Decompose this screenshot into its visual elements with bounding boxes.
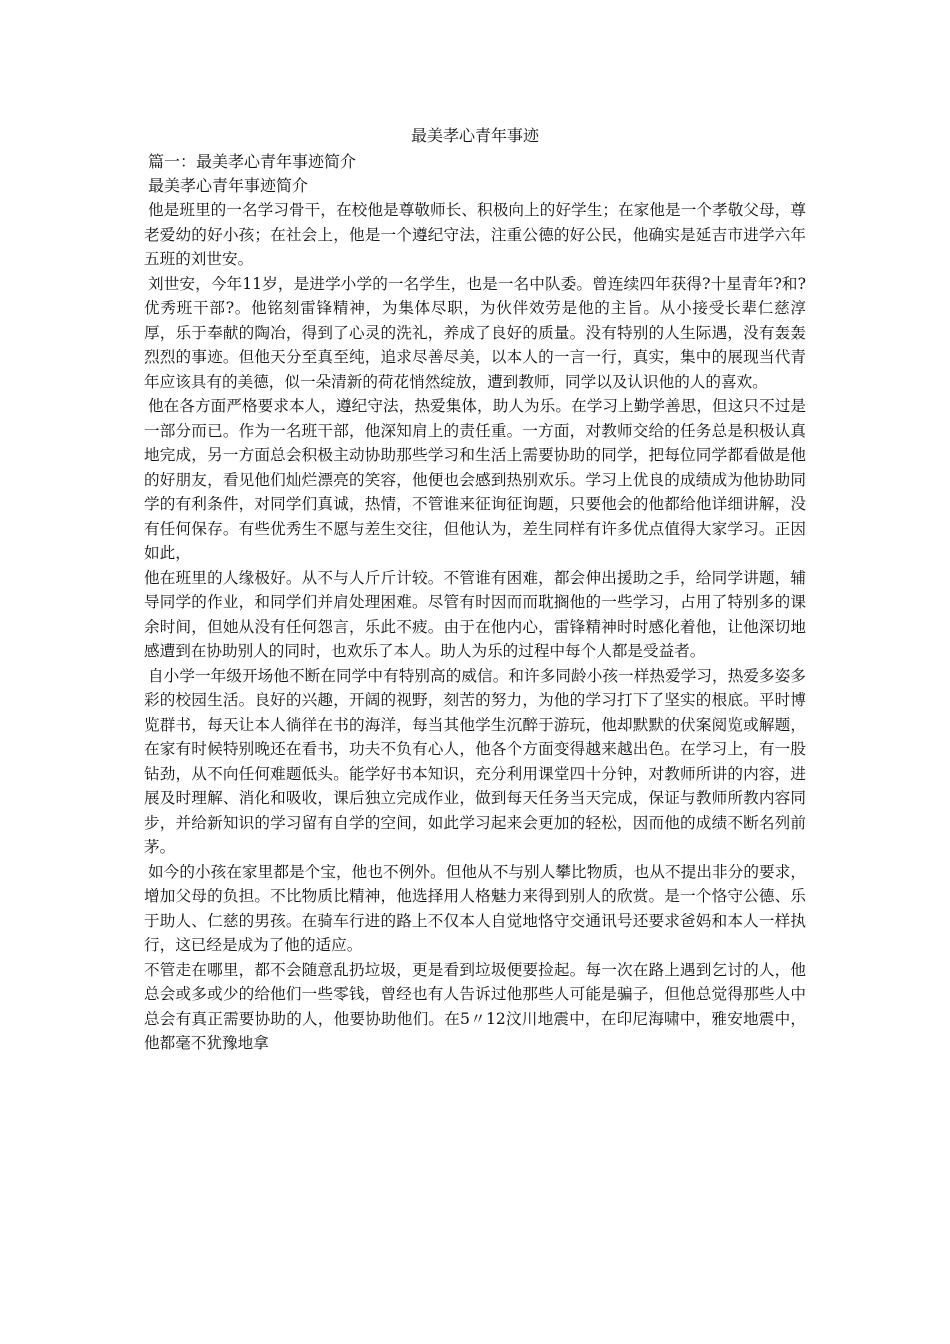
paragraph-6: 如今的小孩在家里都是个宝，他也不例外。但他从不与别人攀比物质，也从不提出非分的要求，增加父母的负担。不比物质比精神，他选择用人格魅力来得到别人的欣赏。是一个恪守公德、乐于助人、仁慈的男孩。在骑车行进的路上不仅本人自觉地恪守交通讯号还要求爸妈和本人一样执行，这已经是成为了他的适应。 (144, 862, 806, 954)
paragraph-1: 他是班里的一名学习骨干，在校他是尊敬师长、积极向上的好学生；在家他是一个孝敬父母，尊老爱幼的好小孩；在社会上，他是一个遵纪守法，注重公德的好公民，他确实是延吉市进学六年五班的刘世安。 (144, 201, 806, 268)
paragraph-2: 刘世安，今年11岁，是进学小学的一名学生，也是一名中队委。曾连续四年获得?十星青年?和?优秀班干部?。他铭刻雷锋精神，为集体尽职，为伙伴效劳是他的主旨。从小接受长辈仁慈淳厚，乐于奉献的陶冶，得到了心灵的洗礼，养成了良好的质量。没有特别的人生际遇，没有轰轰烈烈的事迹。但他天分至真至纯，追求尽善尽美，以本人的一言一行，真实，集中的展现当代青年应该具有的美德，似一朵清新的荷花悄然绽放，遭到教师，同学以及认识他的人的喜欢。 (144, 274, 806, 391)
section-heading: 篇一：最美孝心青年事迹简介 (148, 152, 357, 171)
document-page (144, 124, 806, 1056)
paragraph-7: 不管走在哪里，都不会随意乱扔垃圾，更是看到垃圾便要捡起。每一次在路上遇到乞讨的人，他总会或多或少的给他们一些零钱，曾经也有人告诉过他那些人可能是骗子，但他总觉得那些人中总会有真正需要协助的人，他要协助他们。在5〃12汶川地震中，在印尼海啸中，雅安地震中，他都毫不犹豫地拿 (144, 960, 806, 1052)
paragraph-5: 自小学一年级开场他不断在同学中有特别高的威信。和许多同龄小孩一样热爱学习，热爱多姿多彩的校园生活。良好的兴趣，开阔的视野，刻苦的努力，为他的学习打下了坚实的根底。平时博览群书，每天让本人徜徉在书的海洋，每当其他学生沉醉于游玩，他却默默的伏案阅览或解题，在家有时候特别晚还在看书，功夫不负有心人，他各个方面变得越来越出色。在学习上，有一股钻劲，从不向任何难题低头。能学好书本知识，充分利用课堂四十分钟，对教师所讲的内容，进展及时理解、消化和吸收，课后独立完成作业，做到每天任务当天完成，保证与教师所教内容同步，并给新知识的学习留有自学的空间，如此学习起来会更加的轻松，因而他的成绩不断名列前茅。 (144, 666, 806, 856)
paragraph-3: 他在各方面严格要求本人，遵纪守法，热爱集体，助人为乐。在学习上勤学善思，但这只不过是一部分而已。作为一名班干部，他深知肩上的责任重。一方面，对教师交给的任务总是积极认真地完成，另一方面总会积极主动协助那些学习和生活上需要协助的同学，把每位同学都看做是他的好朋友，看见他们灿烂漂亮的笑容，他便也会感到热别欢乐。学习上优良的成绩成为他协助同学的有利条件，对同学们真诚，热情，不管谁来征询征询题，只要他会的他都给他详细讲解，没有任何保存。有些优秀生不愿与差生交往，但他认为，差生同样有许多优点值得大家学习。正因如此， (144, 397, 806, 562)
sub-heading: 最美孝心青年事迹简介 (148, 176, 309, 195)
document-title: 最美孝心青年事迹 (410, 126, 539, 145)
paragraph-4: 他在班里的人缘极好。从不与人斤斤计较。不管谁有困难，都会伸出援助之手，给同学讲题，辅导同学的作业，和同学们并肩处理困难。尽管有时因而而耽搁他的一些学习，占用了特别多的课余时间，但她从没有任何怨言，乐此不疲。由于在他内心，雷锋精神时时感化着他，让他深切地感遭到在协助别人的同时，也欢乐了本人。助人为乐的过程中每个人都是受益者。 (144, 568, 806, 660)
